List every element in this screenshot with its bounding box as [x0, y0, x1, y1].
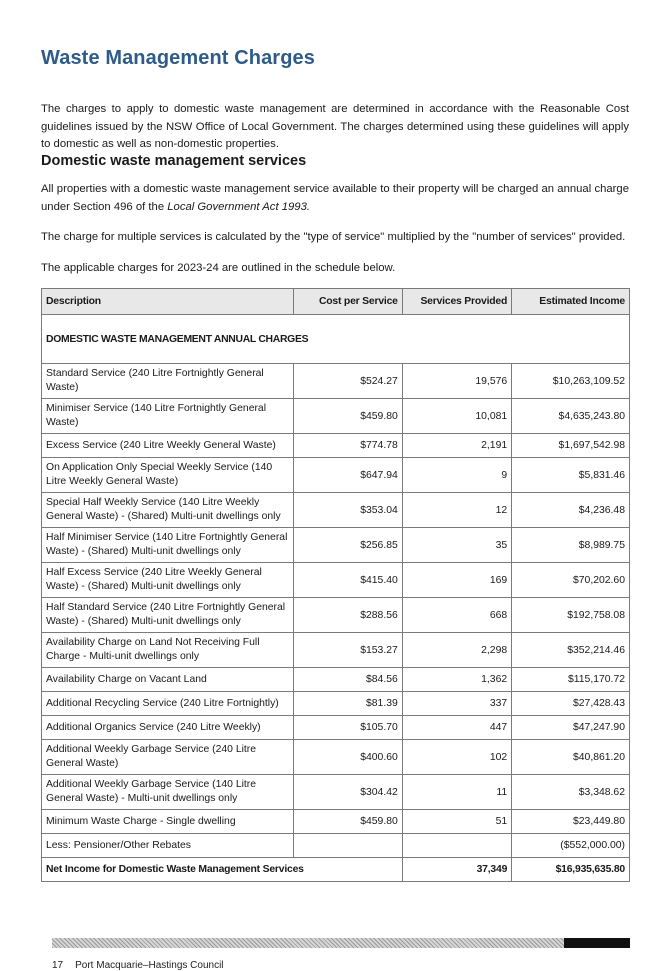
row-services: 337 [402, 692, 511, 716]
table-row [42, 834, 630, 858]
row-services: 447 [402, 716, 511, 740]
row-services: 102 [402, 740, 511, 775]
row-cost: $524.27 [294, 364, 402, 399]
row-description: Half Standard Service (240 Litre Fortnightly General Waste) - (Shared) Multi-unit dwellings only [42, 598, 294, 633]
header-income: Estimated Income [512, 289, 630, 315]
row-services: 19,576 [402, 364, 511, 399]
row-description: On Application Only Special Weekly Service (140 Litre Weekly General Waste) [42, 458, 294, 493]
row-description: Additional Weekly Garbage Service (240 Litre General Waste) [42, 740, 294, 775]
organisation-name: Port Macquarie–Hastings Council [75, 960, 224, 971]
row-description: Availability Charge on Land Not Receiving Full Charge - Multi-unit dwellings only [42, 633, 294, 668]
header-cost: Cost per Service [294, 289, 402, 315]
table-row [42, 668, 630, 692]
row-income: $40,861.20 [512, 740, 630, 775]
table-row [42, 399, 630, 434]
row-income: $192,758.08 [512, 598, 630, 633]
row-income: $5,831.46 [512, 458, 630, 493]
total-label: Net Income for Domestic Waste Management Services [42, 858, 403, 882]
row-description: Standard Service (240 Litre Fortnightly General Waste) [42, 364, 294, 399]
section-paragraph-1 [41, 181, 629, 216]
row-income: $70,202.60 [512, 563, 630, 598]
page-number: 17 [52, 960, 64, 971]
row-income: $4,236.48 [512, 493, 630, 528]
table-row [42, 775, 630, 810]
row-description: Additional Weekly Garbage Service (140 Litre General Waste) - Multi-unit dwellings only [42, 775, 294, 810]
table-row [42, 598, 630, 633]
row-services: 1,362 [402, 668, 511, 692]
row-cost: $256.85 [294, 528, 402, 563]
row-cost: $288.56 [294, 598, 402, 633]
section-row [42, 315, 630, 364]
row-cost: $81.39 [294, 692, 402, 716]
section-paragraph-1-text: All properties with a domestic waste management service available to their property will be charged an annual charge under Section 496 of the [41, 183, 629, 213]
row-description: Half Minimiser Service (140 Litre Fortnightly General Waste) - (Shared) Multi-unit dwellings only [42, 528, 294, 563]
row-services: 10,081 [402, 399, 511, 434]
row-description: Availability Charge on Vacant Land [42, 668, 294, 692]
row-services: 9 [402, 458, 511, 493]
row-cost: $84.56 [294, 668, 402, 692]
table-row [42, 740, 630, 775]
row-cost: $153.27 [294, 633, 402, 668]
row-income: ($552,000.00) [512, 834, 630, 858]
header-description: Description [42, 289, 294, 315]
row-description: Special Half Weekly Service (140 Litre Weekly General Waste) - (Shared) Multi-unit dwellings only [42, 493, 294, 528]
table-header-row [42, 289, 630, 315]
row-services: 169 [402, 563, 511, 598]
table-row [42, 716, 630, 740]
total-income: $16,935,635.80 [512, 858, 630, 882]
row-income: $23,449.80 [512, 810, 630, 834]
row-services: 35 [402, 528, 511, 563]
row-description: Half Excess Service (240 Litre Weekly General Waste) - (Shared) Multi-unit dwellings only [42, 563, 294, 598]
row-cost [294, 834, 402, 858]
table-row [42, 633, 630, 668]
row-income: $8,989.75 [512, 528, 630, 563]
charges-table [41, 288, 630, 882]
row-cost: $105.70 [294, 716, 402, 740]
total-services: 37,349 [402, 858, 511, 882]
table-row [42, 810, 630, 834]
table-row [42, 458, 630, 493]
header-services: Services Provided [402, 289, 511, 315]
row-description: Less: Pensioner/Other Rebates [42, 834, 294, 858]
row-description: Excess Service (240 Litre Weekly General Waste) [42, 434, 294, 458]
table-row [42, 528, 630, 563]
row-services [402, 834, 511, 858]
section-paragraph-3: The applicable charges for 2023-24 are outlined in the schedule below. [41, 262, 396, 275]
row-income: $115,170.72 [512, 668, 630, 692]
row-income: $47,247.90 [512, 716, 630, 740]
table-row [42, 563, 630, 598]
row-description: Minimiser Service (140 Litre Fortnightly General Waste) [42, 399, 294, 434]
intro-paragraph: The charges to apply to domestic waste management are determined in accordance with the Reasonable Cost guidelines issued by the NSW Office of Local Government. The charges determined using these guidelines will apply to domestic as well as non-domestic properties. [41, 103, 629, 151]
table-row [42, 364, 630, 399]
row-services: 2,298 [402, 633, 511, 668]
row-cost: $415.40 [294, 563, 402, 598]
row-cost: $774.78 [294, 434, 402, 458]
section-paragraph-2: The charge for multiple services is calculated by the "type of service" multiplied by the "number of services" provided. [41, 231, 626, 244]
footer-bar-dark [564, 938, 630, 948]
row-income: $10,263,109.52 [512, 364, 630, 399]
row-cost: $304.42 [294, 775, 402, 810]
total-row [42, 858, 630, 882]
page-title: Waste Management Charges [41, 47, 315, 69]
row-cost: $400.60 [294, 740, 402, 775]
row-cost: $459.80 [294, 810, 402, 834]
row-cost: $647.94 [294, 458, 402, 493]
row-income: $27,428.43 [512, 692, 630, 716]
section-heading: Domestic waste management services [41, 153, 307, 169]
row-income: $1,697,542.98 [512, 434, 630, 458]
table-row [42, 493, 630, 528]
table-row [42, 692, 630, 716]
row-income: $352,214.46 [512, 633, 630, 668]
act-name: Local Government Act 1993. [167, 200, 311, 213]
row-description: Additional Organics Service (240 Litre Weekly) [42, 716, 294, 740]
row-income: $3,348.62 [512, 775, 630, 810]
row-services: 11 [402, 775, 511, 810]
row-services: 12 [402, 493, 511, 528]
row-description: Minimum Waste Charge - Single dwelling [42, 810, 294, 834]
row-cost: $353.04 [294, 493, 402, 528]
row-income: $4,635,243.80 [512, 399, 630, 434]
table-row [42, 434, 630, 458]
section-label: DOMESTIC WASTE MANAGEMENT ANNUAL CHARGES [42, 315, 630, 364]
row-cost: $459.80 [294, 399, 402, 434]
row-services: 51 [402, 810, 511, 834]
row-services: 2,191 [402, 434, 511, 458]
footer [52, 960, 236, 971]
row-services: 668 [402, 598, 511, 633]
row-description: Additional Recycling Service (240 Litre Fortnightly) [42, 692, 294, 716]
footer-bar [52, 938, 630, 948]
